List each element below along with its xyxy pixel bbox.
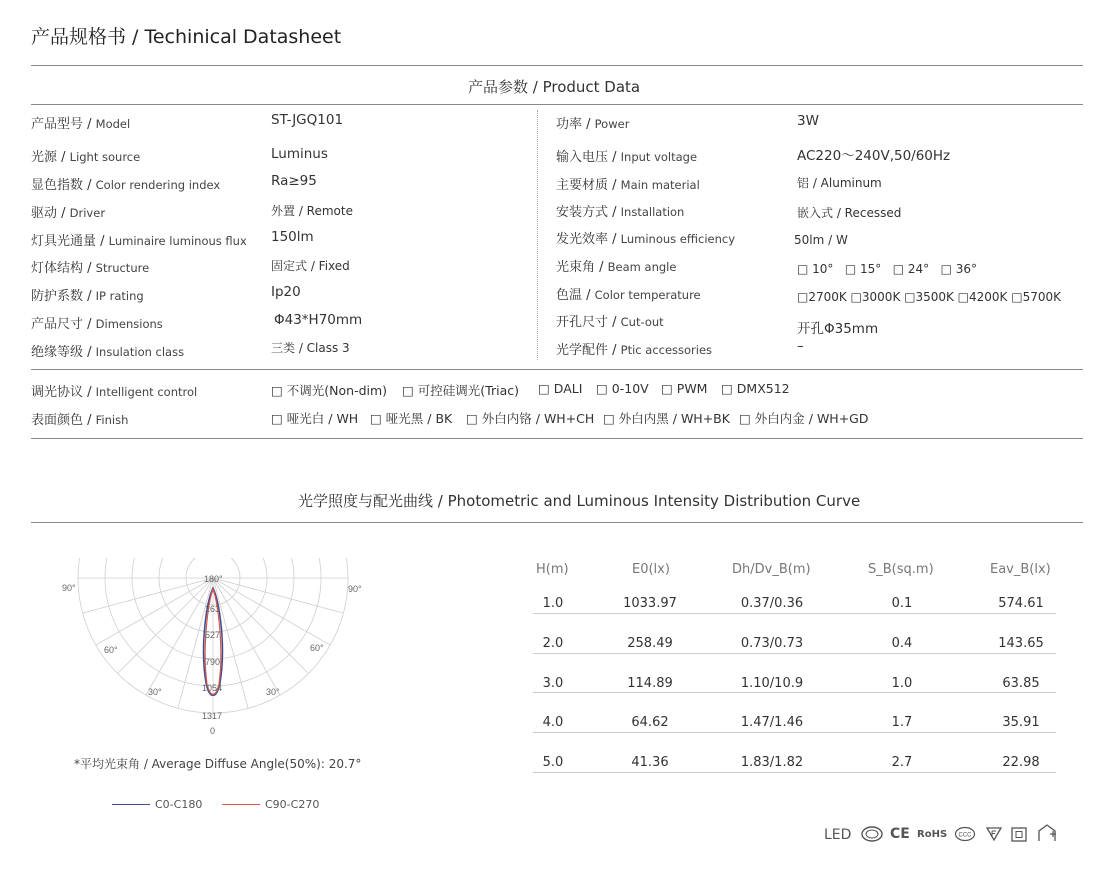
spec-label bbox=[31, 257, 149, 276]
control-option-nondim[interactable]: □ 不调光(Non-dim) bbox=[271, 383, 388, 398]
polar-intensity-diagram bbox=[60, 553, 380, 743]
angle-label: 30° bbox=[266, 687, 280, 697]
radial-label: 263 bbox=[205, 604, 221, 614]
page-title: 产品规格书 / Techinical Datasheet bbox=[31, 26, 342, 48]
spec-label-en: Structure bbox=[95, 261, 150, 275]
spec-label-cn: 光源 / bbox=[31, 150, 70, 165]
spec-value-installation: 嵌入式 / Recessed bbox=[797, 206, 902, 220]
table-cell: 114.89 bbox=[627, 676, 673, 691]
spec-value-voltage: AC220～240V,50/60Hz bbox=[797, 148, 951, 164]
angle-label: 0 bbox=[210, 726, 216, 736]
spec-value-model: ST-JGQ101 bbox=[271, 112, 344, 128]
table-cell: 63.85 bbox=[1002, 676, 1040, 691]
spec-value-cri: Ra≥95 bbox=[271, 173, 317, 189]
spec-label-en: Color rendering index bbox=[95, 178, 221, 192]
spec-label-en: Installation bbox=[620, 205, 685, 219]
spec-label-cn: 灯体结构 / bbox=[31, 261, 96, 276]
spec-label bbox=[31, 113, 130, 132]
spec-label-en: Main material bbox=[620, 178, 700, 192]
photometric-title: 光学照度与配光曲线 / Photometric and Luminous Intensity Distribution Curve bbox=[298, 492, 861, 510]
table-cell: 1.0 bbox=[542, 596, 564, 611]
spec-label-cn: 绝缘等级 / bbox=[31, 345, 96, 360]
cqc-icon bbox=[954, 826, 976, 842]
spec-value-insulation: 三类 / Class 3 bbox=[271, 341, 350, 355]
spec-value-ip: Ip20 bbox=[271, 284, 301, 300]
finish-option-wh-bk[interactable]: □ 外白内黑 / WH+BK bbox=[603, 411, 730, 426]
spec-label-en: Insulation class bbox=[95, 345, 185, 359]
table-cell: 0.37/0.36 bbox=[740, 596, 804, 611]
finish-label-en: Finish bbox=[95, 413, 129, 427]
spec-label-cn: 防护系数 / bbox=[31, 289, 96, 304]
spec-value-light-source: Luminus bbox=[271, 146, 328, 162]
spec-label-cn: 灯具光通量 / bbox=[31, 234, 109, 249]
finish-option-wh-ch[interactable]: □ 外白内铬 / WH+CH bbox=[466, 411, 595, 426]
spec-label-en: Luminaire luminous flux bbox=[108, 234, 247, 248]
spec-label bbox=[556, 339, 712, 358]
finish-label-cn: 表面颜色 / bbox=[31, 413, 96, 428]
angle-label: 60° bbox=[310, 643, 324, 653]
spec-label-en: Cut-out bbox=[620, 315, 664, 329]
spec-label bbox=[556, 201, 684, 220]
spec-label-cn: 发光效率 / bbox=[556, 232, 621, 247]
divider bbox=[31, 104, 1083, 105]
spec-value-color-temp[interactable]: □2700K □3000K □3500K □4200K □5700K bbox=[797, 290, 1061, 304]
spec-label bbox=[556, 256, 676, 275]
angle-label: 30° bbox=[148, 687, 162, 697]
angle-label: 60° bbox=[104, 645, 118, 655]
table-header: H(m) bbox=[536, 562, 569, 577]
table-row-divider bbox=[533, 772, 1056, 773]
table-cell: 5.0 bbox=[542, 755, 564, 770]
table-cell: 2.0 bbox=[542, 636, 564, 651]
table-cell: 4.0 bbox=[542, 715, 564, 730]
spec-value-power: 3W bbox=[797, 113, 819, 129]
spec-label-cn: 产品型号 / bbox=[31, 117, 96, 132]
table-cell: 1.0 bbox=[891, 676, 913, 691]
spec-label-cn: 驱动 / bbox=[31, 206, 70, 221]
spec-value-efficiency: 50lm / W bbox=[794, 233, 848, 247]
table-cell: 258.49 bbox=[627, 636, 673, 651]
control-option-dali[interactable]: □ DALI bbox=[538, 381, 583, 396]
divider bbox=[31, 438, 1083, 439]
spec-label bbox=[31, 285, 144, 304]
divider bbox=[31, 369, 1083, 370]
table-cell: 64.62 bbox=[631, 715, 669, 730]
table-row-divider bbox=[533, 692, 1056, 693]
spec-label-en: Driver bbox=[69, 206, 106, 220]
table-header: E0(lx) bbox=[632, 562, 670, 577]
finish-option-bk[interactable]: □ 哑光黑 / BK bbox=[370, 411, 453, 426]
column-divider bbox=[537, 110, 538, 360]
finish-label bbox=[31, 409, 128, 428]
spec-label-en: Power bbox=[594, 117, 630, 131]
table-row-divider bbox=[533, 653, 1056, 654]
spec-label-cn: 功率 / bbox=[556, 117, 595, 132]
finish-option-wh-gd[interactable]: □ 外白内金 / WH+GD bbox=[739, 411, 869, 426]
f-mark-triangle-icon bbox=[985, 826, 1003, 842]
spec-label-cn: 色温 / bbox=[556, 288, 595, 303]
spec-value-structure: 固定式 / Fixed bbox=[271, 259, 350, 273]
legend-label-c90-c270: C90-C270 bbox=[265, 798, 320, 811]
spec-label bbox=[556, 311, 664, 330]
table-cell: 1.83/1.82 bbox=[740, 755, 804, 770]
radial-label: 1317 bbox=[202, 711, 223, 721]
spec-label-cn: 显色指数 / bbox=[31, 178, 96, 193]
control-option-triac[interactable]: □ 可控硅调光(Triac) bbox=[402, 383, 519, 398]
spec-label bbox=[31, 313, 163, 332]
spec-label bbox=[31, 146, 140, 165]
spec-label-cn: 安装方式 / bbox=[556, 205, 621, 220]
spec-label bbox=[556, 228, 735, 247]
table-cell: 0.4 bbox=[891, 636, 913, 651]
spec-label bbox=[556, 146, 697, 165]
spec-label-en: Light source bbox=[69, 150, 141, 164]
spec-label-cn: 开孔尺寸 / bbox=[556, 315, 621, 330]
table-cell: 41.36 bbox=[631, 755, 669, 770]
table-row-divider bbox=[533, 732, 1056, 733]
spec-label-en: Beam angle bbox=[607, 260, 677, 274]
table-row-divider bbox=[533, 613, 1056, 614]
spec-label bbox=[556, 113, 629, 132]
radial-label: 790 bbox=[205, 657, 221, 667]
angle-label: 90° bbox=[348, 584, 362, 594]
legend-swatch-c0-c180 bbox=[112, 804, 150, 805]
table-cell: 2.7 bbox=[891, 755, 913, 770]
table-cell: 0.73/0.73 bbox=[740, 636, 804, 651]
diffuse-angle-caption: *平均光束角 / Average Diffuse Angle(50%): 20.7° bbox=[74, 757, 362, 771]
radial-label: 1054 bbox=[202, 683, 223, 693]
table-cell: 22.98 bbox=[1002, 755, 1040, 770]
legend-label-c0-c180: C0-C180 bbox=[155, 798, 203, 811]
spec-value-beam-angle[interactable]: □ 10° □ 15° □ 24° □ 36° bbox=[797, 262, 978, 276]
divider bbox=[31, 522, 1083, 523]
led-mark: LED bbox=[824, 827, 852, 843]
table-cell: 35.91 bbox=[1002, 715, 1040, 730]
class-iii-square-icon bbox=[1010, 826, 1028, 843]
spec-label-cn: 输入电压 / bbox=[556, 150, 621, 165]
product-data-title: 产品参数 / Product Data bbox=[468, 78, 641, 96]
table-header: Dh/Dv_B(m) bbox=[732, 562, 811, 577]
finish-option-wh[interactable]: □ 哑光白 / WH bbox=[271, 411, 359, 426]
rohs-mark: RoHS bbox=[917, 829, 948, 840]
radial-label: 527 bbox=[205, 630, 221, 640]
spec-label-en: IP rating bbox=[95, 289, 144, 303]
table-cell: 0.1 bbox=[891, 596, 913, 611]
spec-label bbox=[556, 174, 700, 193]
table-cell: 1.10/10.9 bbox=[740, 676, 804, 691]
spec-label-en: Ptic accessories bbox=[620, 343, 713, 357]
spec-value-material: 铝 / Aluminum bbox=[797, 176, 882, 190]
table-cell: 3.0 bbox=[542, 676, 564, 691]
table-header: S_B(sq.m) bbox=[868, 562, 934, 577]
spec-label bbox=[31, 174, 220, 193]
spec-value-cutout: 开孔Φ35mm bbox=[797, 321, 879, 337]
cqc-text: CCC bbox=[958, 832, 972, 839]
divider bbox=[31, 65, 1083, 66]
table-header: Eav_B(lx) bbox=[990, 562, 1051, 577]
control-option-pwm[interactable]: □ PWM bbox=[661, 381, 708, 396]
spec-value-accessories: – bbox=[797, 338, 804, 354]
spec-label-en: Dimensions bbox=[95, 317, 163, 331]
spec-label-en: Color temperature bbox=[594, 288, 701, 302]
spec-label-en: Luminous efficiency bbox=[620, 232, 736, 246]
spec-label-en: Input voltage bbox=[620, 150, 698, 164]
spec-label-cn: 主要材质 / bbox=[556, 178, 621, 193]
table-cell: 1033.97 bbox=[623, 596, 677, 611]
control-option-0-10v[interactable]: □ 0-10V bbox=[596, 381, 649, 396]
spec-label bbox=[31, 202, 105, 221]
angle-label: 90° bbox=[62, 583, 76, 593]
ce-mark: CE bbox=[890, 826, 910, 842]
spec-value-dimensions: Φ43*H70mm bbox=[274, 312, 363, 328]
spec-label-en: Model bbox=[95, 117, 131, 131]
spec-label bbox=[556, 284, 701, 303]
spec-value-flux: 150lm bbox=[271, 229, 314, 245]
table-cell: 143.65 bbox=[998, 636, 1044, 651]
spec-label bbox=[31, 341, 184, 360]
angle-label: 180° bbox=[204, 574, 223, 584]
spec-label-cn: 光束角 / bbox=[556, 260, 608, 275]
control-label-en: Intelligent control bbox=[95, 385, 198, 399]
house-insulation-icon bbox=[1036, 823, 1058, 843]
spec-label bbox=[31, 230, 247, 249]
control-label-cn: 调光协议 / bbox=[31, 385, 96, 400]
table-cell: 574.61 bbox=[998, 596, 1044, 611]
table-cell: 1.47/1.46 bbox=[740, 715, 804, 730]
ccc-icon bbox=[860, 825, 884, 843]
spec-value-driver: 外置 / Remote bbox=[271, 204, 353, 218]
legend-swatch-c90-c270 bbox=[222, 804, 260, 805]
control-label bbox=[31, 381, 197, 400]
table-cell: 1.7 bbox=[891, 715, 913, 730]
spec-label-cn: 产品尺寸 / bbox=[31, 317, 96, 332]
spec-label-cn: 光学配件 / bbox=[556, 343, 621, 358]
control-option-dmx512[interactable]: □ DMX512 bbox=[721, 381, 790, 396]
